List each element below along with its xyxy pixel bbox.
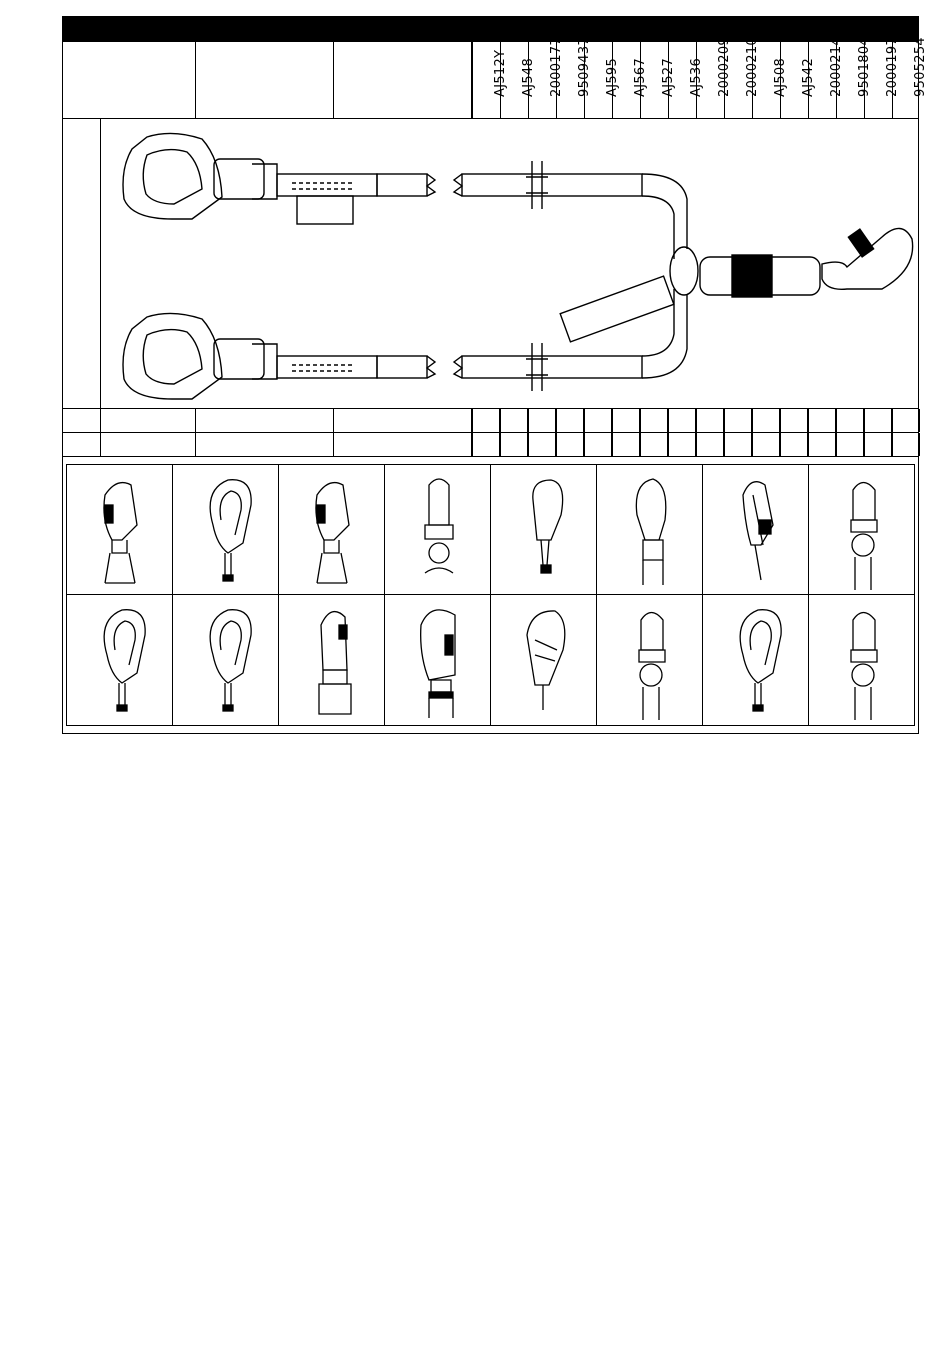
rebar-hook-icon: [67, 595, 173, 725]
spec-cell: [556, 409, 584, 432]
spec-cell: [892, 409, 920, 432]
product-code-label: 2000209: [716, 37, 732, 97]
rebar-hook-icon: [123, 313, 222, 399]
hardware-tile: [279, 595, 385, 725]
product-code-label: 2000210: [744, 37, 760, 97]
swivel-snaphook-icon: [809, 595, 915, 725]
product-code-label: 2000177: [548, 37, 564, 97]
screwgate-karabiner-icon: [279, 595, 385, 725]
product-sheet: [62, 16, 928, 734]
product-code-label: AJ567: [632, 57, 648, 97]
row-cell: [101, 433, 196, 456]
spec-cell: [780, 433, 808, 456]
hardware-tile: [597, 595, 703, 725]
hardware-tile: [279, 465, 385, 595]
row-cell: [196, 409, 334, 432]
spec-cell: [528, 409, 556, 432]
spec-cell: [612, 433, 640, 456]
product-code-header: [752, 42, 788, 118]
spec-cell: [528, 433, 556, 456]
hardware-tile: [703, 595, 809, 725]
product-code-label: 2000214: [828, 37, 844, 97]
product-code-label: 2000197: [884, 37, 900, 97]
product-code-header: [668, 42, 704, 118]
rebar-hook-icon: [123, 133, 222, 219]
product-code-header: [640, 42, 676, 118]
spec-cell: [584, 409, 612, 432]
swivel-snaphook-icon: [597, 595, 703, 725]
product-code-label: 9509437: [576, 37, 592, 97]
swivel-snaphook-icon: [809, 465, 915, 595]
hardware-tile: [385, 465, 491, 595]
hardware-tile: [173, 465, 279, 595]
spec-row: [63, 409, 918, 433]
header-row: [63, 37, 928, 119]
spec-cell: [584, 433, 612, 456]
spec-cell: [892, 433, 920, 456]
hardware-tile: [703, 465, 809, 595]
product-code-label: 9501804: [856, 37, 872, 97]
rebar-hook-icon: [173, 465, 279, 595]
spec-cell: [612, 409, 640, 432]
product-code-header: [780, 42, 816, 118]
hardware-tile: [809, 465, 915, 595]
spec-cell: [864, 433, 892, 456]
hardware-tile: [491, 465, 597, 595]
product-code-label: AJ595: [604, 57, 620, 97]
spec-cell: [668, 409, 696, 432]
product-code-label: 9505254: [912, 37, 928, 97]
spec-cell: [668, 433, 696, 456]
row-cell: [196, 433, 334, 456]
header-cell: [196, 42, 334, 118]
product-code-label: AJ512Y: [492, 49, 508, 97]
hardware-tile: [173, 595, 279, 725]
spec-cell: [808, 409, 836, 432]
product-code-label: AJ508: [772, 57, 788, 97]
product-code-label: AJ536: [688, 57, 704, 97]
product-code-label: AJ548: [520, 57, 536, 97]
lanyard-illustration-row: [63, 119, 918, 409]
product-code-header: [500, 42, 536, 118]
spec-row: [63, 433, 918, 457]
row-cell: [63, 409, 101, 432]
spec-cell: [752, 433, 780, 456]
product-code-header: [472, 42, 508, 118]
spec-cell: [752, 409, 780, 432]
hardware-tile: [67, 595, 173, 725]
screwgate-carabiner-icon: [279, 465, 385, 595]
spec-cell: [724, 409, 752, 432]
hardware-tile: [809, 595, 915, 725]
product-code-header: [528, 37, 564, 118]
product-code-header: [612, 42, 648, 118]
product-code-header: [696, 37, 732, 118]
spec-cell: [808, 433, 836, 456]
spec-cell: [500, 433, 528, 456]
rebar-hook-icon: [173, 595, 279, 725]
row-cell: [63, 433, 101, 456]
aluminium-snaphook-icon: [597, 465, 703, 595]
twist-lock-rebar-hook-icon: [491, 465, 597, 595]
hardware-tile: [597, 465, 703, 595]
screwgate-carabiner-icon: [822, 228, 913, 289]
product-code-label: AJ542: [800, 57, 816, 97]
screwgate-carabiner-icon: [67, 465, 173, 595]
product-code-header: [584, 42, 620, 118]
spec-cell: [696, 433, 724, 456]
rebar-hook-icon: [703, 595, 809, 725]
hardware-tile: [385, 595, 491, 725]
spec-cell: [472, 409, 500, 432]
row-cell: [334, 409, 472, 432]
hardware-tile: [67, 465, 173, 595]
spec-cell: [640, 409, 668, 432]
product-code-label: AJ527: [660, 57, 676, 97]
hardware-grid: [66, 464, 915, 726]
spec-cell: [864, 409, 892, 432]
y-lanyard-drawing: [102, 119, 920, 409]
spec-cell: [472, 433, 500, 456]
header-cell: [334, 42, 472, 118]
spec-cell: [780, 409, 808, 432]
title-bar: [63, 17, 918, 41]
double-action-snaphook-icon: [385, 465, 491, 595]
header-cell: [63, 42, 196, 118]
row-cell: [334, 433, 472, 456]
row-label-cell: [63, 119, 101, 408]
spec-cell: [640, 433, 668, 456]
triple-lock-carabiner-icon: [385, 595, 491, 725]
large-scaffold-hook-icon: [703, 465, 809, 595]
spec-cell: [836, 409, 864, 432]
spec-cell: [696, 409, 724, 432]
spec-cell: [500, 409, 528, 432]
row-cell: [101, 409, 196, 432]
spec-cell: [556, 433, 584, 456]
spec-cell: [836, 433, 864, 456]
locking-rebar-hook-icon: [491, 595, 597, 725]
spec-cell: [724, 433, 752, 456]
product-code-header: [808, 37, 844, 118]
hardware-tile: [491, 595, 597, 725]
